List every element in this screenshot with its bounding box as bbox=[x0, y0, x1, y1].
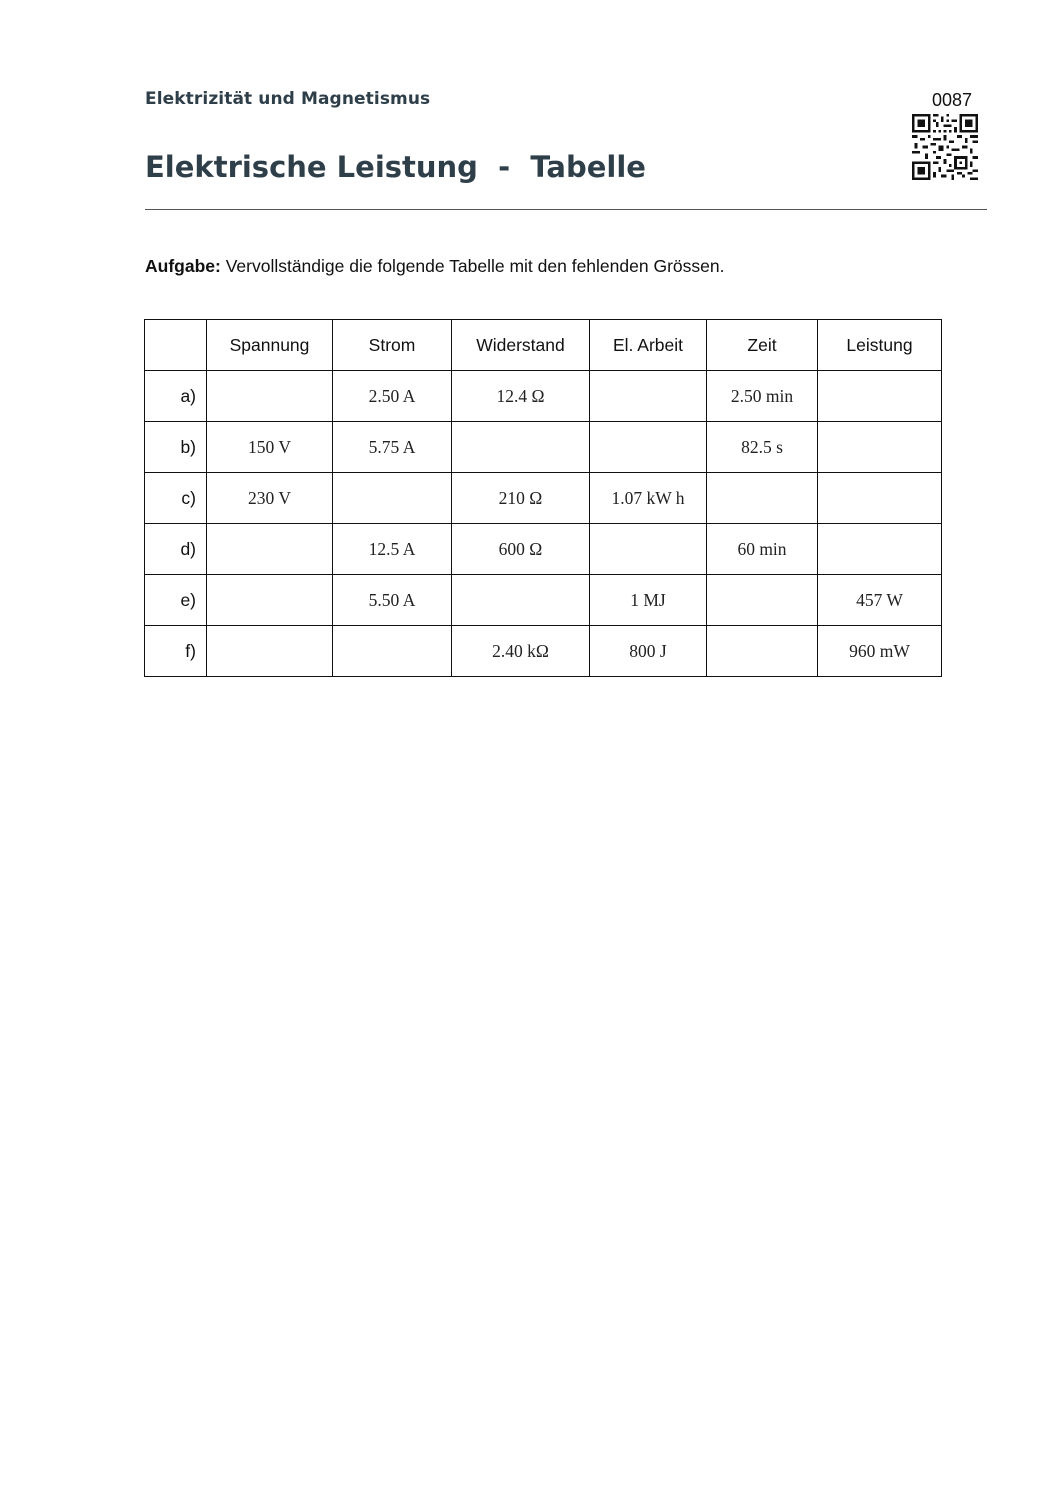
column-header bbox=[145, 320, 207, 371]
table-cell bbox=[707, 473, 818, 524]
table-cell bbox=[452, 422, 590, 473]
row-label: d) bbox=[145, 524, 207, 575]
table-cell: 82.5 s bbox=[707, 422, 818, 473]
quantities-table bbox=[144, 319, 942, 677]
table-cell: 1.07 kW h bbox=[590, 473, 707, 524]
column-header: Strom bbox=[333, 320, 452, 371]
column-header: Spannung bbox=[207, 320, 333, 371]
table-cell: 960 mW bbox=[818, 626, 942, 677]
table-cell bbox=[452, 575, 590, 626]
table-cell bbox=[207, 524, 333, 575]
table-row bbox=[145, 473, 942, 524]
table-cell: 800 J bbox=[590, 626, 707, 677]
table-cell bbox=[707, 626, 818, 677]
subject-heading: Elektrizität und Magnetismus bbox=[145, 89, 431, 109]
row-label: a) bbox=[145, 371, 207, 422]
table-cell bbox=[207, 371, 333, 422]
table-cell bbox=[590, 524, 707, 575]
table-cell bbox=[590, 422, 707, 473]
qr-code-icon bbox=[912, 114, 978, 180]
table-cell: 1 MJ bbox=[590, 575, 707, 626]
row-label: b) bbox=[145, 422, 207, 473]
header-divider bbox=[145, 209, 987, 210]
task-instruction bbox=[145, 256, 724, 277]
table-cell bbox=[207, 575, 333, 626]
column-header: Widerstand bbox=[452, 320, 590, 371]
table-cell: 12.4 Ω bbox=[452, 371, 590, 422]
row-label: f) bbox=[145, 626, 207, 677]
row-label: e) bbox=[145, 575, 207, 626]
task-label: Aufgabe: bbox=[145, 256, 221, 276]
table-cell: 2.50 A bbox=[333, 371, 452, 422]
table-cell: 2.40 kΩ bbox=[452, 626, 590, 677]
table-cell bbox=[818, 371, 942, 422]
table-cell bbox=[818, 524, 942, 575]
page-title: Elektrische Leistung - Tabelle bbox=[145, 150, 646, 184]
table-cell: 5.50 A bbox=[333, 575, 452, 626]
table-cell: 12.5 A bbox=[333, 524, 452, 575]
table-header-row bbox=[145, 320, 942, 371]
table-row bbox=[145, 626, 942, 677]
table-cell: 60 min bbox=[707, 524, 818, 575]
table-cell: 210 Ω bbox=[452, 473, 590, 524]
table-cell: 457 W bbox=[818, 575, 942, 626]
column-header: Leistung bbox=[818, 320, 942, 371]
table-cell bbox=[818, 473, 942, 524]
table-row bbox=[145, 422, 942, 473]
table-cell: 2.50 min bbox=[707, 371, 818, 422]
table-row bbox=[145, 371, 942, 422]
row-label: c) bbox=[145, 473, 207, 524]
table-cell bbox=[207, 626, 333, 677]
table-cell bbox=[590, 371, 707, 422]
table-cell: 5.75 A bbox=[333, 422, 452, 473]
column-header: Zeit bbox=[707, 320, 818, 371]
sheet-number: 0087 bbox=[932, 90, 973, 110]
table-cell bbox=[707, 575, 818, 626]
table-row bbox=[145, 524, 942, 575]
table-cell: 230 V bbox=[207, 473, 333, 524]
table-cell: 600 Ω bbox=[452, 524, 590, 575]
table-row bbox=[145, 575, 942, 626]
table-cell bbox=[333, 626, 452, 677]
table-cell bbox=[818, 422, 942, 473]
table-cell: 150 V bbox=[207, 422, 333, 473]
column-header: El. Arbeit bbox=[590, 320, 707, 371]
task-text: Vervollständige die folgende Tabelle mit den fehlenden Grössen. bbox=[220, 256, 725, 276]
table-cell bbox=[333, 473, 452, 524]
